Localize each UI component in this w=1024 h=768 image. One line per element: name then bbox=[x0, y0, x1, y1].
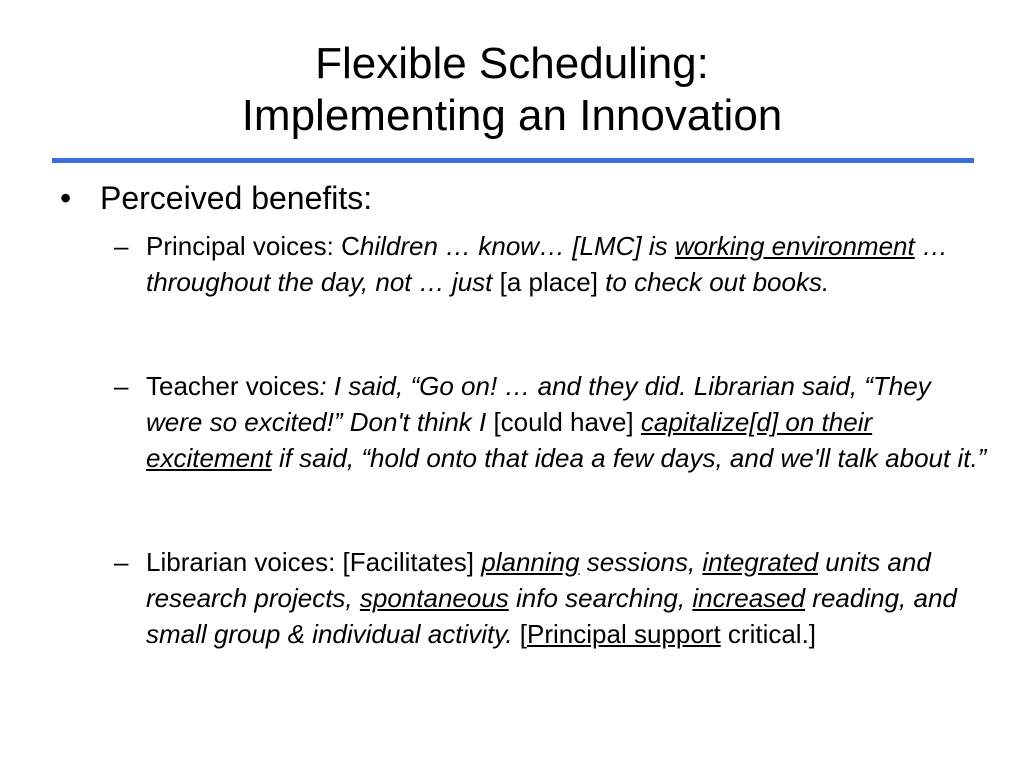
text-run: sessions, bbox=[579, 547, 703, 577]
text-run: reading, and small group & individual activity. bbox=[146, 583, 957, 649]
title-divider bbox=[52, 158, 974, 163]
text-run: spontaneous bbox=[359, 583, 509, 613]
text-run: info searching, bbox=[508, 583, 693, 613]
principal-voices-text bbox=[146, 228, 994, 300]
text-run: if said, “hold onto that idea a few days, and we'll talk about it.” bbox=[271, 443, 987, 473]
text-run: [a place] bbox=[499, 267, 606, 297]
text-run: hildren … know… [LMC] is bbox=[359, 231, 675, 261]
text-run: units and research projects, bbox=[146, 547, 931, 613]
text-run: : I said, “Go on! … and they did. Librarian said, “They were so excited!” Don't think I bbox=[146, 371, 931, 437]
sub-bullet-principal-voices bbox=[114, 228, 994, 300]
text-run: [ bbox=[512, 619, 528, 649]
slide-title bbox=[0, 38, 1024, 142]
dash-marker: – bbox=[114, 371, 129, 401]
text-run: … throughout the day, not … just bbox=[146, 231, 948, 297]
text-run: critical.] bbox=[720, 619, 817, 649]
bullet-marker: • bbox=[60, 180, 72, 216]
text-run: planning bbox=[481, 547, 580, 577]
dash-marker: – bbox=[114, 231, 129, 261]
text-run: Teacher voices bbox=[146, 371, 320, 401]
bullet-perceived-benefits bbox=[60, 178, 372, 218]
text-run: working environment bbox=[674, 231, 915, 261]
text-run: to check out books. bbox=[605, 267, 830, 297]
text-run: Principal voices: C bbox=[146, 231, 360, 261]
dash-marker: – bbox=[114, 547, 129, 577]
text-run: integrated bbox=[702, 547, 819, 577]
text-run: [could have] bbox=[493, 407, 641, 437]
librarian-voices-text bbox=[146, 544, 994, 652]
title-line-1: Flexible Scheduling: bbox=[315, 39, 709, 88]
text-run: Principal support bbox=[527, 619, 721, 649]
teacher-voices-text bbox=[146, 368, 994, 476]
sub-bullet-librarian-voices bbox=[114, 544, 994, 652]
text-run: Librarian voices: [Facilitates] bbox=[146, 547, 482, 577]
text-run: capitalize[d] on their excitement bbox=[146, 407, 873, 473]
title-line-2: Implementing an Innovation bbox=[241, 91, 783, 140]
sub-bullet-teacher-voices bbox=[114, 368, 994, 476]
bullet-text: Perceived benefits: bbox=[100, 180, 373, 216]
text-run: increased bbox=[692, 583, 806, 613]
